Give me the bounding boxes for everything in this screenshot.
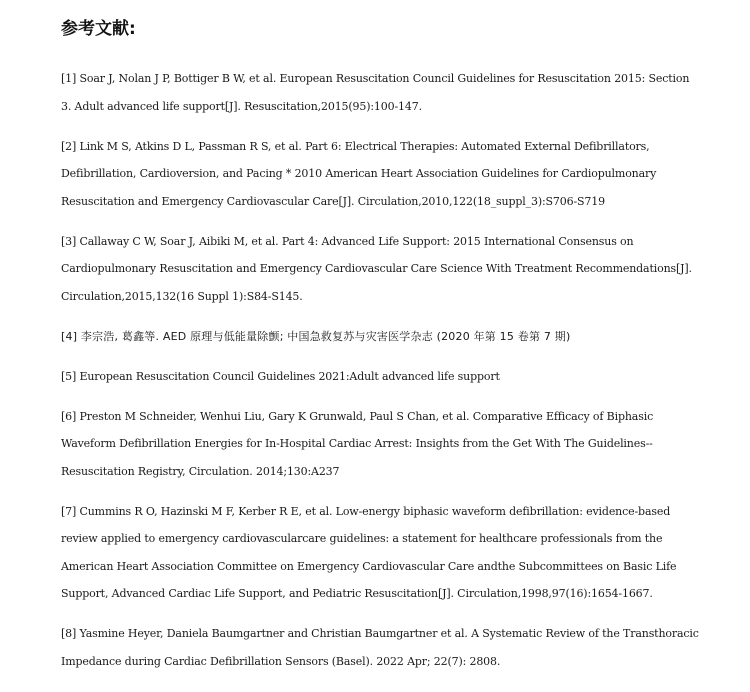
reference-item-8: [8] Yasmine Heyer, Daniela Baumgartner and Christian Baumgartner et al. A Systematic Review of the Transthoracic Impedance during Cardiac Defibrillation Sensors (Basel). 2022 Apr; 22(7): 2808.	[61, 627, 699, 668]
reference-list	[61, 65, 701, 675]
reference-item-5: [5] European Resuscitation Council Guidelines 2021:Adult advanced life support	[61, 369, 500, 383]
reference-item-1: [1] Soar J, Nolan J P, Bottiger B W, et al. European Resuscitation Council Guidelines for Resuscitation 2015: Section 3. Adult advanced life support[J]. Resuscitation,2015(95):100-147.	[61, 72, 690, 113]
reference-item-3: [3] Callaway C W, Soar J, Aibiki M, et al. Part 4: Advanced Life Support: 2015 International Consensus on Cardiopulmonary Resuscitation and Emergency Cardiovascular Care Science With Treatment Recommendations[J]. Circulation,2015,132(16 Suppl 1):S84-S145.	[61, 234, 692, 303]
references-heading: 参考文献:	[61, 19, 136, 39]
reference-item-6: [6] Preston M Schneider, Wenhui Liu, Gary K Grunwald, Paul S Chan, et al. Comparative Efficacy of Biphasic Waveform Defibrillation Energies for In-Hospital Cardiac Arrest: Insights from the Get With The Guidelines--Resuscitation Registry, Circulation. 2014;130:A237	[61, 409, 654, 478]
reference-item-7: [7] Cummins R O, Hazinski M F, Kerber R E, et al. Low-energy biphasic waveform defibrillation: evidence-based review applied to emergency cardiovascularcare guidelines: a statement for healthcare professionals from the American Heart Association Committee on Emergency Cardiovascular Care andthe Subcommittees on Basic Life Support, Advanced Cardiac Life Support, and Pediatric Resuscitation[J]. Circulation,1998,97(16):1654-1667.	[61, 504, 677, 600]
document-page	[61, 0, 701, 688]
reference-item-4: [4] 李宗浩, 葛鑫等. AED 原理与低能量除颤; 中国急救复苏与灾害医学杂志 (2020 年第 15 卷第 7 期)	[61, 329, 571, 343]
reference-item-2: [2] Link M S, Atkins D L, Passman R S, et al. Part 6: Electrical Therapies: Automated External Defibrillators, Defibrillation, Cardioversion, and Pacing * 2010 American Heart Association Guidelines for Cardiopulmonary Resuscitation and Emergency Cardiovascular Care[J]. Circulation,2010,122(18_suppl_3):S706-S719	[61, 139, 657, 208]
